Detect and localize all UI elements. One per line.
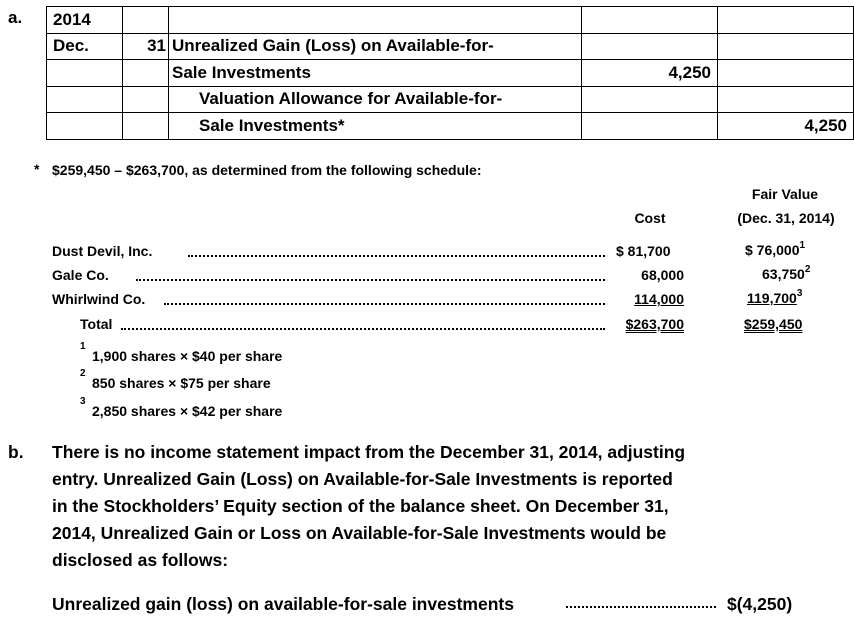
leader-dots — [188, 255, 605, 257]
credit-account-line2: Sale Investments* — [169, 113, 582, 140]
footnote-star: * — [34, 161, 40, 177]
journal-row — [47, 7, 854, 34]
cost-dust-devil: $ 81,700 — [616, 243, 671, 259]
row-name-gale: Gale Co. — [52, 267, 109, 283]
journal-row — [47, 33, 854, 60]
note-number: 3 — [80, 396, 86, 407]
cost-gale: 68,000 — [641, 267, 684, 283]
fair-gale: 63,750$^2$ — [762, 264, 811, 282]
note-number: 2 — [80, 368, 86, 379]
journal-row — [47, 86, 854, 113]
fair-whirlwind: 119,700$^3$ — [747, 288, 803, 306]
credit-account-line1: Valuation Allowance for Available-for- — [169, 86, 582, 113]
paragraph-line: 2014, Unrealized Gain or Loss on Available-for-Sale Investments would be — [52, 523, 667, 543]
leader-dots — [136, 279, 605, 281]
note-number: 1 — [80, 341, 86, 352]
paragraph-line: in the Stockholders’ Equity section of the balance sheet. On December 31, — [52, 496, 669, 516]
header-date: (Dec. 31, 2014) — [737, 210, 835, 226]
debit-account-line1: Unrealized Gain (Loss) on Available-for- — [169, 33, 582, 60]
journal-row — [47, 113, 854, 140]
paragraph-line: disclosed as follows: — [52, 550, 229, 570]
disclosure-amount: $(4,250) — [727, 594, 793, 614]
total-cost: $263,700 — [625, 316, 684, 332]
leader-dots — [566, 606, 716, 608]
part-a-label: a. — [8, 8, 23, 27]
total-label: Total — [80, 316, 113, 332]
row-name-whirlwind: Whirlwind Co. — [52, 291, 146, 307]
note-text: 1,900 shares × $40 per share — [92, 348, 283, 364]
leader-dots — [164, 303, 605, 305]
header-fair-value: Fair Value — [751, 186, 819, 202]
journal-month: Dec. — [47, 33, 123, 60]
total-fair: $259,450 — [744, 316, 803, 332]
part-b-paragraph — [52, 439, 685, 574]
cost-whirlwind: 114,000 — [634, 291, 684, 307]
footnote-text: $259,450 – $263,700, as determined from the following schedule: — [52, 162, 482, 178]
note-text: 2,850 shares × $42 per share — [92, 403, 283, 419]
leader-dots — [121, 328, 605, 330]
disclosure-label: Unrealized gain (loss) on available-for-sale investments — [52, 594, 514, 614]
paragraph-line: entry. Unrealized Gain (Loss) on Available-for-Sale Investments is reported — [52, 469, 673, 489]
paragraph-line: There is no income statement impact from the December 31, 2014, adjusting — [52, 442, 686, 462]
header-cost: Cost — [634, 210, 666, 226]
journal-day: 31 — [123, 33, 169, 60]
journal-row — [47, 60, 854, 87]
part-b-label: b. — [8, 442, 24, 462]
fair-dust-devil: $ 76,000$^1$ — [745, 240, 806, 258]
note-text: 850 shares × $75 per share — [92, 375, 271, 391]
journal-entry-table — [46, 6, 854, 140]
journal-year: 2014 — [47, 7, 123, 34]
debit-amount: 4,250 — [582, 60, 718, 87]
row-name-dust-devil: Dust Devil, Inc. — [52, 243, 153, 259]
debit-account-line2: Sale Investments — [169, 60, 582, 87]
credit-amount: 4,250 — [718, 113, 854, 140]
